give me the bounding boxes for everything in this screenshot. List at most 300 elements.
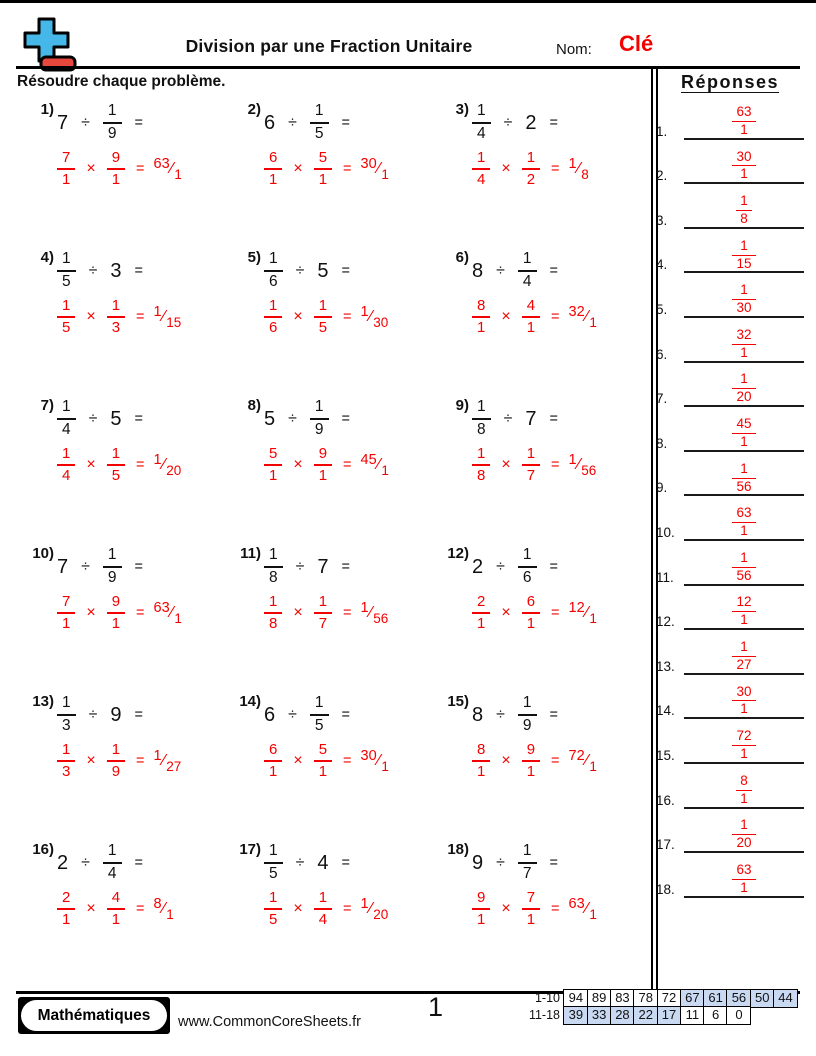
answer-fraction (732, 283, 755, 316)
fraction (518, 547, 537, 586)
answers-title: Réponses (680, 72, 780, 92)
solution-fraction-1 (472, 150, 490, 188)
equals-symbol: = (134, 263, 143, 279)
equals-symbol: = (341, 559, 350, 575)
equals-symbol: = (343, 309, 352, 326)
fraction-denominator: 1 (318, 171, 328, 189)
answer-fraction (732, 863, 755, 896)
fraction-denominator: 4 (318, 911, 328, 929)
answer-numerator: 30 (360, 748, 377, 765)
problem-5 (237, 248, 445, 396)
fraction-denominator: 5 (314, 717, 324, 734)
answer-blank (684, 105, 804, 140)
fraction-denominator: 1 (269, 171, 278, 189)
problem-number: 8) (247, 397, 261, 414)
whole-number: 3 (110, 259, 122, 282)
fraction-denominator: 6 (522, 569, 532, 586)
fraction-numerator: 5 (264, 446, 282, 466)
whole-number: 8 (472, 259, 484, 282)
equals-symbol: = (549, 855, 558, 871)
fraction-numerator: 1 (57, 251, 76, 272)
equals-symbol: = (343, 605, 352, 622)
problem-10 (30, 544, 237, 692)
divide-symbol: ÷ (88, 262, 98, 279)
fraction-numerator: 1 (57, 695, 76, 716)
answer-numerator: 1 (568, 156, 577, 173)
slash-symbol: ∕ (585, 752, 589, 770)
answer-numerator: 1 (360, 896, 369, 913)
fraction-numerator: 1 (310, 695, 329, 716)
answer-item (656, 363, 804, 408)
answer-denominator: 1 (589, 314, 597, 330)
answer-numerator: 63 (153, 156, 170, 173)
equals-symbol: = (341, 411, 350, 427)
answer-item (656, 140, 804, 185)
fraction-denominator: 1 (477, 319, 486, 337)
answer-item (656, 586, 804, 631)
times-symbol: × (501, 752, 511, 770)
score-range-label: 1-10 (534, 991, 560, 1005)
fraction-numerator: 1 (518, 251, 537, 272)
answer-blank (684, 239, 804, 274)
whole-number: 5 (264, 407, 276, 430)
fraction-numerator: 9 (472, 890, 490, 910)
fraction-denominator: 4 (62, 467, 71, 485)
answer-blank (684, 328, 804, 363)
problem-number: 3) (455, 101, 469, 118)
problem-solution (264, 594, 445, 632)
answer-fraction (732, 685, 755, 718)
divide-symbol: ÷ (288, 410, 297, 427)
solution-answer (153, 748, 182, 774)
divide-symbol: ÷ (88, 410, 98, 427)
score-cell: 22 (633, 1006, 658, 1025)
score-cell: 72 (657, 989, 682, 1008)
whole-number: 5 (110, 407, 122, 430)
fraction (264, 547, 283, 586)
fraction-numerator: 1 (57, 742, 75, 762)
problem-expression (472, 840, 655, 886)
instructions-text: Résoudre chaque problème. (17, 73, 226, 90)
problem-expression (472, 100, 655, 146)
solution-answer (568, 748, 597, 774)
answers-list (656, 95, 804, 898)
fraction-denominator: 1 (477, 763, 486, 781)
fraction-numerator: 2 (57, 890, 75, 910)
slash-symbol: ∕ (585, 308, 589, 326)
fraction-numerator: 1 (264, 298, 282, 318)
fraction-denominator: 5 (62, 319, 71, 337)
fraction-numerator: 1 (264, 843, 283, 864)
times-symbol: × (501, 456, 511, 474)
problem-number: 2) (247, 101, 261, 118)
answer-denominator: 1 (589, 610, 597, 626)
fraction (57, 695, 76, 734)
fraction-numerator: 7 (57, 150, 75, 170)
worksheet-title: Division par une Fraction Unitaire (185, 36, 473, 56)
problem-expression (472, 544, 655, 590)
whole-number: 9 (110, 703, 122, 726)
answer-numerator: 63 (568, 896, 585, 913)
answer-numerator: 8 (153, 896, 162, 913)
fraction-denominator: 1 (477, 615, 486, 633)
fraction-numerator: 1 (310, 399, 329, 420)
slash-symbol: ∕ (577, 160, 581, 178)
answer-denominator: 1 (381, 462, 389, 478)
fraction (103, 103, 122, 142)
divide-symbol: ÷ (295, 854, 305, 871)
fraction-numerator: 8 (472, 298, 490, 318)
solution-fraction-2 (314, 298, 332, 336)
problem-expression (264, 692, 445, 738)
whole-number: 7 (57, 111, 69, 134)
answer-blank (684, 595, 804, 630)
answer-denominator: 15 (166, 314, 182, 330)
problem-expression (57, 100, 237, 146)
solution-fraction-1 (472, 890, 490, 928)
fraction (310, 695, 329, 734)
problem-14 (237, 692, 445, 840)
solution-answer (360, 452, 389, 478)
answer-number: 1. (656, 123, 668, 139)
fraction-numerator: 9 (522, 742, 540, 762)
equals-symbol: = (343, 901, 352, 918)
divide-symbol: ÷ (288, 114, 297, 131)
fraction-denominator: 9 (107, 569, 117, 586)
divide-symbol: ÷ (81, 854, 90, 871)
answer-blank (684, 194, 804, 229)
solution-fraction-2 (107, 742, 125, 780)
score-cell: 39 (563, 1006, 588, 1025)
answer-blank (684, 551, 804, 586)
slash-symbol: ∕ (377, 752, 381, 770)
problem-7 (30, 396, 237, 544)
whole-number: 2 (525, 111, 537, 134)
fraction-denominator: 1 (740, 121, 748, 137)
answer-numerator: 1 (153, 304, 162, 321)
problem-solution (57, 890, 237, 928)
fraction-numerator: 9 (107, 594, 125, 614)
fraction-numerator: 1 (57, 446, 75, 466)
answer-denominator: 1 (166, 906, 174, 922)
problem-16 (30, 840, 237, 988)
problem-solution (57, 594, 237, 632)
problem-number: 14) (239, 693, 261, 710)
times-symbol: × (293, 456, 303, 474)
score-cell: 11 (680, 1006, 705, 1025)
answer-denominator: 20 (166, 462, 182, 478)
fraction-denominator: 5 (318, 319, 328, 337)
answer-fraction (732, 372, 755, 405)
answer-number: 18. (656, 881, 675, 897)
equals-symbol: = (136, 161, 145, 178)
answer-fraction (732, 595, 755, 628)
fraction (518, 695, 537, 734)
problem-expression (264, 840, 445, 886)
equals-symbol: = (343, 753, 352, 770)
score-table (519, 989, 798, 1025)
problem-expression (264, 544, 445, 590)
fraction-denominator: 7 (522, 865, 532, 882)
times-symbol: × (293, 604, 303, 622)
divide-symbol: ÷ (288, 706, 297, 723)
answer-denominator: 1 (381, 166, 389, 182)
solution-answer (568, 304, 597, 330)
score-cell: 89 (587, 989, 612, 1008)
score-cell: 6 (703, 1006, 728, 1025)
solution-fraction-2 (522, 298, 540, 336)
solution-fraction-2 (522, 742, 540, 780)
problem-number: 9) (455, 397, 469, 414)
solution-answer (360, 600, 389, 626)
solution-fraction-2 (522, 150, 540, 188)
problem-expression (57, 248, 237, 294)
equals-symbol: = (551, 161, 560, 178)
equals-symbol: = (549, 707, 558, 723)
fraction-denominator: 1 (62, 615, 71, 633)
problem-solution (472, 150, 655, 188)
fraction-denominator: 1 (740, 612, 748, 628)
divide-symbol: ÷ (503, 114, 513, 131)
problem-11 (237, 544, 445, 692)
fraction-numerator: 1 (103, 547, 122, 568)
solution-answer (360, 156, 389, 182)
solution-fraction-1 (264, 298, 282, 336)
fraction-numerator: 1 (732, 818, 755, 835)
times-symbol: × (86, 604, 96, 622)
answer-fraction (732, 506, 755, 539)
equals-symbol: = (134, 855, 143, 871)
fraction-numerator: 1 (732, 551, 755, 568)
solution-fraction-2 (107, 446, 125, 484)
problem-solution (472, 742, 655, 780)
times-symbol: × (501, 900, 511, 918)
fraction (103, 547, 122, 586)
fraction-denominator: 8 (269, 615, 278, 633)
fraction-denominator: 5 (269, 911, 278, 929)
answer-number: 3. (656, 212, 668, 228)
solution-answer (360, 304, 389, 330)
score-cell: 56 (726, 989, 751, 1008)
times-symbol: × (293, 752, 303, 770)
fraction-numerator: 5 (314, 742, 332, 762)
equals-symbol: = (551, 901, 560, 918)
equals-symbol: = (136, 309, 145, 326)
solution-fraction-1 (264, 446, 282, 484)
answer-fraction (732, 239, 755, 272)
answer-item (656, 407, 804, 452)
fraction-denominator: 3 (111, 319, 121, 337)
fraction-denominator: 9 (111, 763, 121, 781)
answer-numerator: 1 (153, 748, 162, 765)
divide-symbol: ÷ (496, 262, 505, 279)
fraction-denominator: 9 (107, 125, 117, 142)
score-cell: 33 (587, 1006, 612, 1025)
answer-number: 9. (656, 480, 668, 496)
fraction-numerator: 63 (732, 506, 755, 523)
problem-number: 13) (32, 693, 54, 710)
fraction-denominator: 20 (736, 835, 752, 851)
fraction-denominator: 5 (62, 273, 71, 290)
slash-symbol: ∕ (369, 604, 373, 622)
name-value: Clé (619, 31, 654, 56)
answer-item (656, 184, 804, 229)
problem-solution (264, 298, 445, 336)
problem-number: 5) (247, 249, 261, 266)
equals-symbol: = (136, 753, 145, 770)
answer-blank (684, 818, 804, 853)
problem-number: 11) (240, 545, 261, 562)
fraction-denominator: 8 (269, 569, 278, 586)
fraction-numerator: 6 (522, 594, 540, 614)
solution-fraction-2 (522, 890, 540, 928)
fraction-numerator: 30 (732, 150, 755, 167)
answer-fraction (736, 774, 752, 807)
fraction (57, 251, 76, 290)
answer-denominator: 8 (581, 166, 589, 182)
answer-fraction (732, 729, 755, 762)
solution-fraction-2 (314, 446, 332, 484)
fraction-denominator: 1 (740, 879, 748, 895)
answers-panel (656, 72, 804, 898)
equals-symbol: = (341, 115, 350, 131)
divide-symbol: ÷ (295, 558, 305, 575)
fraction-numerator: 1 (472, 399, 491, 420)
brand-badge (18, 997, 170, 1034)
solution-fraction-1 (264, 594, 282, 632)
problem-number: 1) (40, 101, 54, 118)
equals-symbol: = (549, 411, 558, 427)
fraction-denominator: 1 (526, 911, 536, 929)
answer-blank (684, 283, 804, 318)
answer-numerator: 1 (568, 452, 577, 469)
score-row (519, 989, 798, 1008)
slash-symbol: ∕ (577, 456, 581, 474)
answer-number: 10. (656, 524, 675, 540)
answer-item (656, 452, 804, 497)
times-symbol: × (293, 308, 303, 326)
times-symbol: × (501, 160, 511, 178)
problem-number: 10) (32, 545, 54, 562)
fraction-denominator: 4 (522, 273, 532, 290)
solution-fraction-2 (314, 742, 332, 780)
problem-2 (237, 100, 445, 248)
answer-numerator: 32 (568, 304, 585, 321)
answer-item (656, 541, 804, 586)
answer-number: 14. (656, 703, 675, 719)
answer-number: 2. (656, 168, 668, 184)
answer-blank (684, 417, 804, 452)
answer-item (656, 809, 804, 854)
name-label: Nom: (556, 41, 592, 58)
answer-blank (684, 150, 804, 185)
answer-numerator: 72 (568, 748, 585, 765)
problem-number: 6) (455, 249, 469, 266)
fraction (472, 103, 491, 142)
divide-symbol: ÷ (81, 114, 90, 131)
fraction-denominator: 8 (477, 467, 486, 485)
solution-fraction-2 (314, 890, 332, 928)
fraction-denominator: 7 (318, 615, 328, 633)
solution-fraction-2 (522, 594, 540, 632)
solution-fraction-2 (522, 446, 540, 484)
answer-denominator: 20 (373, 906, 389, 922)
answer-numerator: 1 (360, 600, 369, 617)
fraction-numerator: 63 (732, 105, 755, 122)
divide-symbol: ÷ (295, 262, 305, 279)
fraction-numerator: 8 (736, 774, 752, 791)
fraction-numerator: 1 (472, 446, 490, 466)
fraction-denominator: 27 (736, 656, 752, 672)
whole-number: 5 (317, 259, 329, 282)
equals-symbol: = (341, 707, 350, 723)
answer-item (656, 496, 804, 541)
fraction-numerator: 1 (732, 640, 755, 657)
times-symbol: × (293, 160, 303, 178)
equals-symbol: = (549, 263, 558, 279)
fraction-denominator: 2 (526, 171, 536, 189)
slash-symbol: ∕ (162, 752, 166, 770)
problem-solution (57, 298, 237, 336)
slash-symbol: ∕ (377, 456, 381, 474)
whole-number: 2 (57, 851, 69, 874)
fraction-numerator: 4 (107, 890, 125, 910)
fraction-numerator: 4 (522, 298, 540, 318)
fraction-denominator: 4 (477, 125, 486, 142)
answer-denominator: 1 (174, 166, 182, 182)
fraction (103, 843, 122, 882)
fraction (518, 251, 537, 290)
fraction-denominator: 1 (269, 467, 278, 485)
score-cell: 44 (773, 989, 798, 1008)
problem-4 (30, 248, 237, 396)
answer-item (656, 853, 804, 898)
divide-symbol: ÷ (496, 558, 505, 575)
problem-number: 16) (32, 841, 54, 858)
fraction-denominator: 1 (740, 344, 748, 360)
fraction (264, 251, 283, 290)
page-number: 1 (428, 992, 444, 1022)
solution-fraction-1 (472, 298, 490, 336)
fraction-denominator: 1 (740, 790, 748, 806)
fraction-numerator: 1 (522, 150, 540, 170)
times-symbol: × (86, 456, 96, 474)
fraction-numerator: 1 (472, 103, 491, 124)
answer-blank (684, 462, 804, 497)
answer-number: 6. (656, 346, 668, 362)
equals-symbol: = (134, 707, 143, 723)
fraction-numerator: 1 (522, 446, 540, 466)
slash-symbol: ∕ (162, 308, 166, 326)
fraction-numerator: 2 (472, 594, 490, 614)
fraction-numerator: 1 (264, 594, 282, 614)
fraction-numerator: 1 (107, 446, 125, 466)
fraction-numerator: 1 (732, 372, 755, 389)
score-cell: 0 (726, 1006, 751, 1025)
fraction-numerator: 1 (518, 547, 537, 568)
problem-solution (472, 594, 655, 632)
equals-symbol: = (549, 559, 558, 575)
answer-item (656, 273, 804, 318)
problem-solution (57, 446, 237, 484)
problem-solution (472, 298, 655, 336)
fraction-numerator: 72 (732, 729, 755, 746)
divide-symbol: ÷ (496, 854, 505, 871)
answer-fraction (736, 194, 752, 227)
answer-number: 7. (656, 391, 668, 407)
problem-solution (472, 890, 655, 928)
fraction-denominator: 1 (477, 911, 486, 929)
